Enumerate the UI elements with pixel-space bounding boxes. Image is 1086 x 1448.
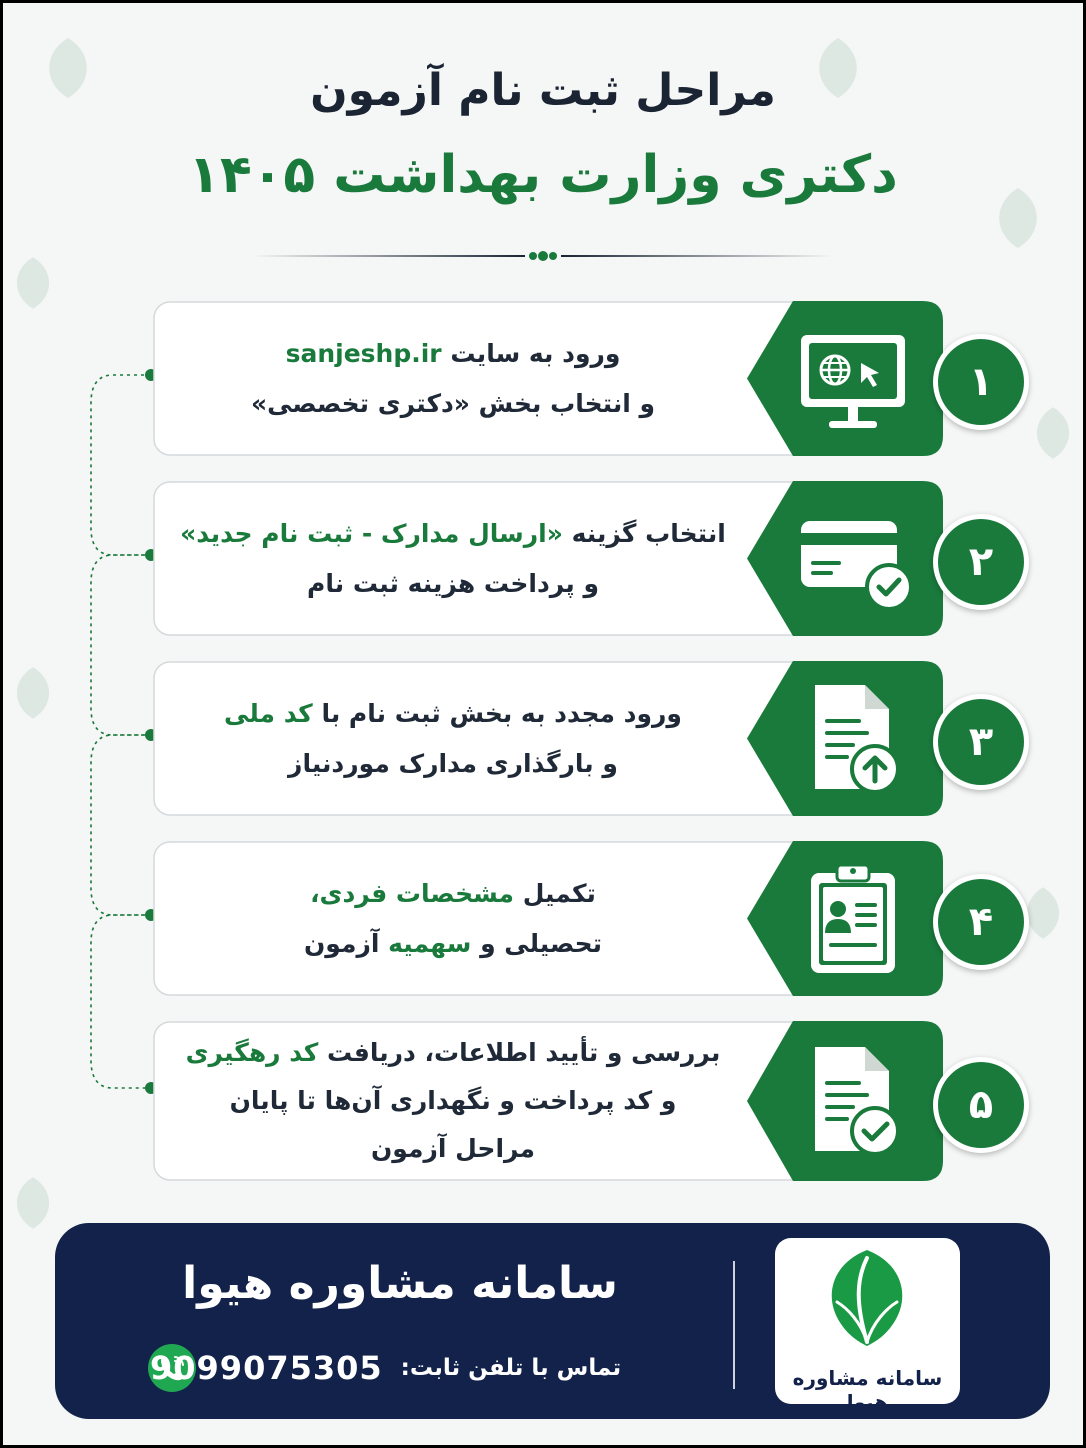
step-text [173, 301, 733, 456]
step-text-segment: آزمون [303, 928, 380, 958]
step-number-badge: ۳ [933, 694, 1029, 790]
brand-name: سامانه مشاوره هیوا [182, 1258, 618, 1309]
infographic-page [3, 3, 1083, 1445]
step-line: و انتخاب بخش «دکتری تخصصی» [250, 388, 656, 418]
brand-logo [775, 1238, 960, 1414]
site-link[interactable]: sanjeshp.ir [285, 338, 442, 368]
step-line [224, 689, 682, 739]
step-line [186, 1029, 721, 1077]
page-subtitle: دکتری وزارت بهداشت ۱۴۰۵ [188, 145, 898, 205]
document-check-icon [793, 1043, 913, 1158]
contact-label: تماس با تلفن ثابت: [400, 1355, 622, 1381]
step-text-segment: ورود مجدد به بخش ثبت نام با [321, 698, 682, 728]
step-line: و پرداخت هزینه ثبت نام [307, 568, 599, 598]
step-card-2 [153, 481, 994, 636]
step-card-5 [153, 1021, 994, 1181]
step-line: مراحل آزمون [370, 1134, 536, 1163]
step-highlight: مشخصات فردی، [310, 878, 515, 908]
step-text-segment: بررسی و تأیید اطلاعات، دریافت [326, 1038, 721, 1067]
step-card-4 [153, 841, 994, 996]
step-number-badge: ۲ [933, 514, 1029, 610]
step-connector-lines [73, 363, 163, 1103]
step-number-badge: ۱ [933, 334, 1029, 430]
step-highlight: کد ملی [224, 698, 313, 728]
computer-monitor-globe-cursor-icon [793, 321, 913, 436]
step-line [286, 329, 621, 379]
step-card-1 [153, 301, 994, 456]
watermark-leaf-icon [3, 663, 63, 723]
step-text [173, 1021, 733, 1181]
phone-number[interactable]: 9099075305 [150, 1349, 383, 1387]
step-text-segment: انتخاب گزینه [571, 518, 726, 548]
clipboard-id-card-icon [793, 861, 913, 976]
step-highlight: «ارسال مدارک - ثبت نام جدید» [180, 518, 563, 548]
step-line: و کد پرداخت و نگهداری آن‌ها تا پایان [229, 1086, 677, 1115]
leaf-logo-icon [775, 1238, 960, 1363]
step-line [180, 509, 726, 559]
footer-banner [55, 1223, 1050, 1419]
step-text [173, 481, 733, 636]
footer-divider [733, 1261, 735, 1389]
watermark-leaf-icon [1023, 403, 1083, 463]
step-number-badge: ۵ [933, 1057, 1029, 1153]
step-number-badge: ۴ [933, 874, 1029, 970]
title-divider [253, 246, 833, 266]
step-text-segment: ورود به سایت [450, 338, 621, 368]
step-text [173, 661, 733, 816]
step-line [310, 869, 596, 919]
step-card-3 [153, 661, 994, 816]
document-upload-icon [793, 681, 913, 796]
credit-card-check-icon [793, 501, 913, 616]
contact-row [150, 1343, 675, 1393]
step-line [304, 919, 602, 969]
step-line: و بارگذاری مدارک موردنیاز [288, 748, 618, 778]
step-highlight: سهمیه [388, 928, 472, 958]
page-title: مراحل ثبت نام آزمون [310, 65, 776, 116]
step-text-segment: تحصیلی و [480, 928, 603, 958]
step-text-segment: تکمیل [522, 878, 596, 908]
watermark-leaf-icon [3, 253, 63, 313]
watermark-leaf-icon [3, 1173, 63, 1233]
logo-caption: سامانه مشاوره هیوا [792, 1366, 943, 1414]
step-text [173, 841, 733, 996]
step-highlight: کد رهگیری [185, 1038, 319, 1067]
